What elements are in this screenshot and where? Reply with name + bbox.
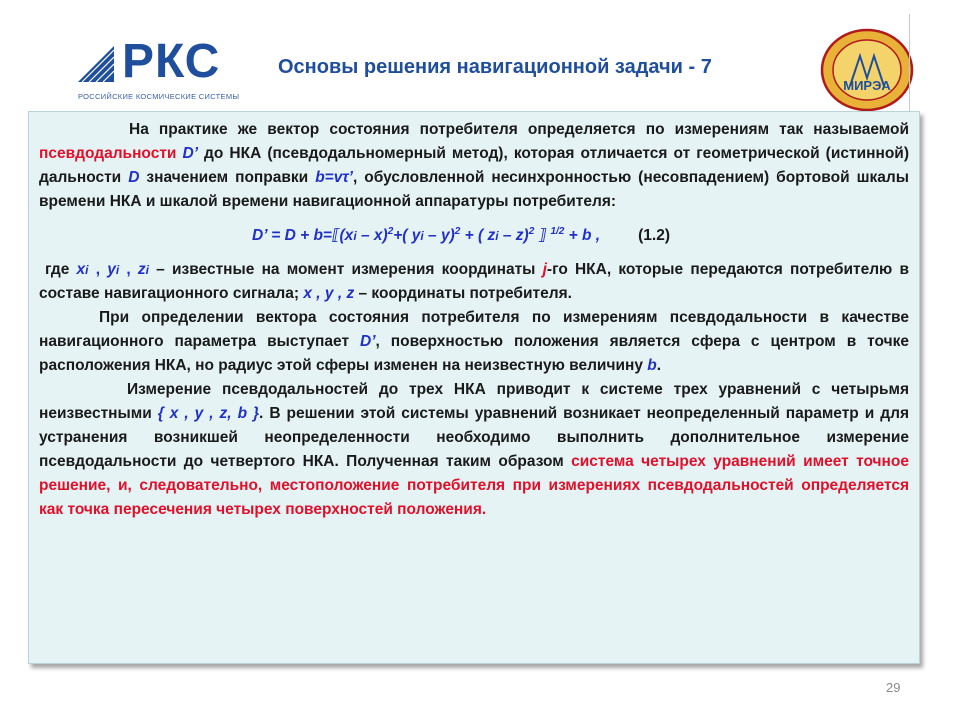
slide-body [39,118,909,522]
conclusion-highlight: система четырех уравнений имеет точное решение, и, следовательно, местоположение потребителя при измерениях псевдодальностей определяется как точка пересечения четырех поверхностей положения. [39,453,909,518]
header-divider [909,14,910,114]
mirea-seal-icon [820,28,914,112]
slide-title: Основы решения навигационной задачи - 7 [278,56,712,78]
term-pseudorange: псевдодальности [39,145,177,162]
paragraph-2: где xi , yi , zi – известные на момент измерения координаты j-го НКА, которые передаются потребителю в составе навигационного сигнала; x , y , z – координаты потребителя. [39,261,909,302]
rks-logo-subtitle: РОССИЙСКИЕ КОСМИЧЕСКИЕ СИСТЕМЫ [78,92,240,101]
paragraph-4: Измерение псевдодальностей до трех НКА приводит к системе трех уравнений с четырьмя неизвестными { x , y , z, b }. В решении этой системы уравнений возникает неопределенный параметр и для устранения возникшей неопределенности необходимо выполнить дополнительное измерение псевдодальности до четвертого НКА. Полученная таким образом система четырех уравнений имеет точное решение, и, следовательно, местоположение потребителя при измерениях псевдодальностей определяется как точка пересечения четырех поверхностей положения. [39,381,909,518]
seal-text: МИРЭА [843,78,891,93]
rks-logo-mark-icon [78,46,114,82]
rks-logo [78,35,253,105]
paragraph-3: При определении вектора состояния потребителя по измерениям псевдодальности в качестве навигационного параметра выступает D’, поверхностью положения является сфера с центром в точке расположения НКА, но радиус этой сферы изменен на неизвестную величину b. [39,309,910,374]
page-number: 29 [886,680,901,695]
formula-1-2: D’ = D + b=⟦(xi – x)$^2$+( yi – y)$^2$ + ( zi – z)$^2$ ⟧ $^{1/2}$ + b , (1.2) [252,225,670,244]
paragraph-1: На практике же вектор состояния потребителя определяется по измерениям так называемой псевдодальности D’ до НКА (псевдодальномерный метод), которая отличается от геометрической (истинной) дальности D значением поправки b=vτ’, обусловленной несинхронностью (несовпадением) бортовой шкалы времени НКА и шкалой времени навигационной аппаратуры потребителя: [39,121,909,210]
rks-logo-text: РКС [122,35,221,88]
formula-number: (1.2) [638,227,670,244]
